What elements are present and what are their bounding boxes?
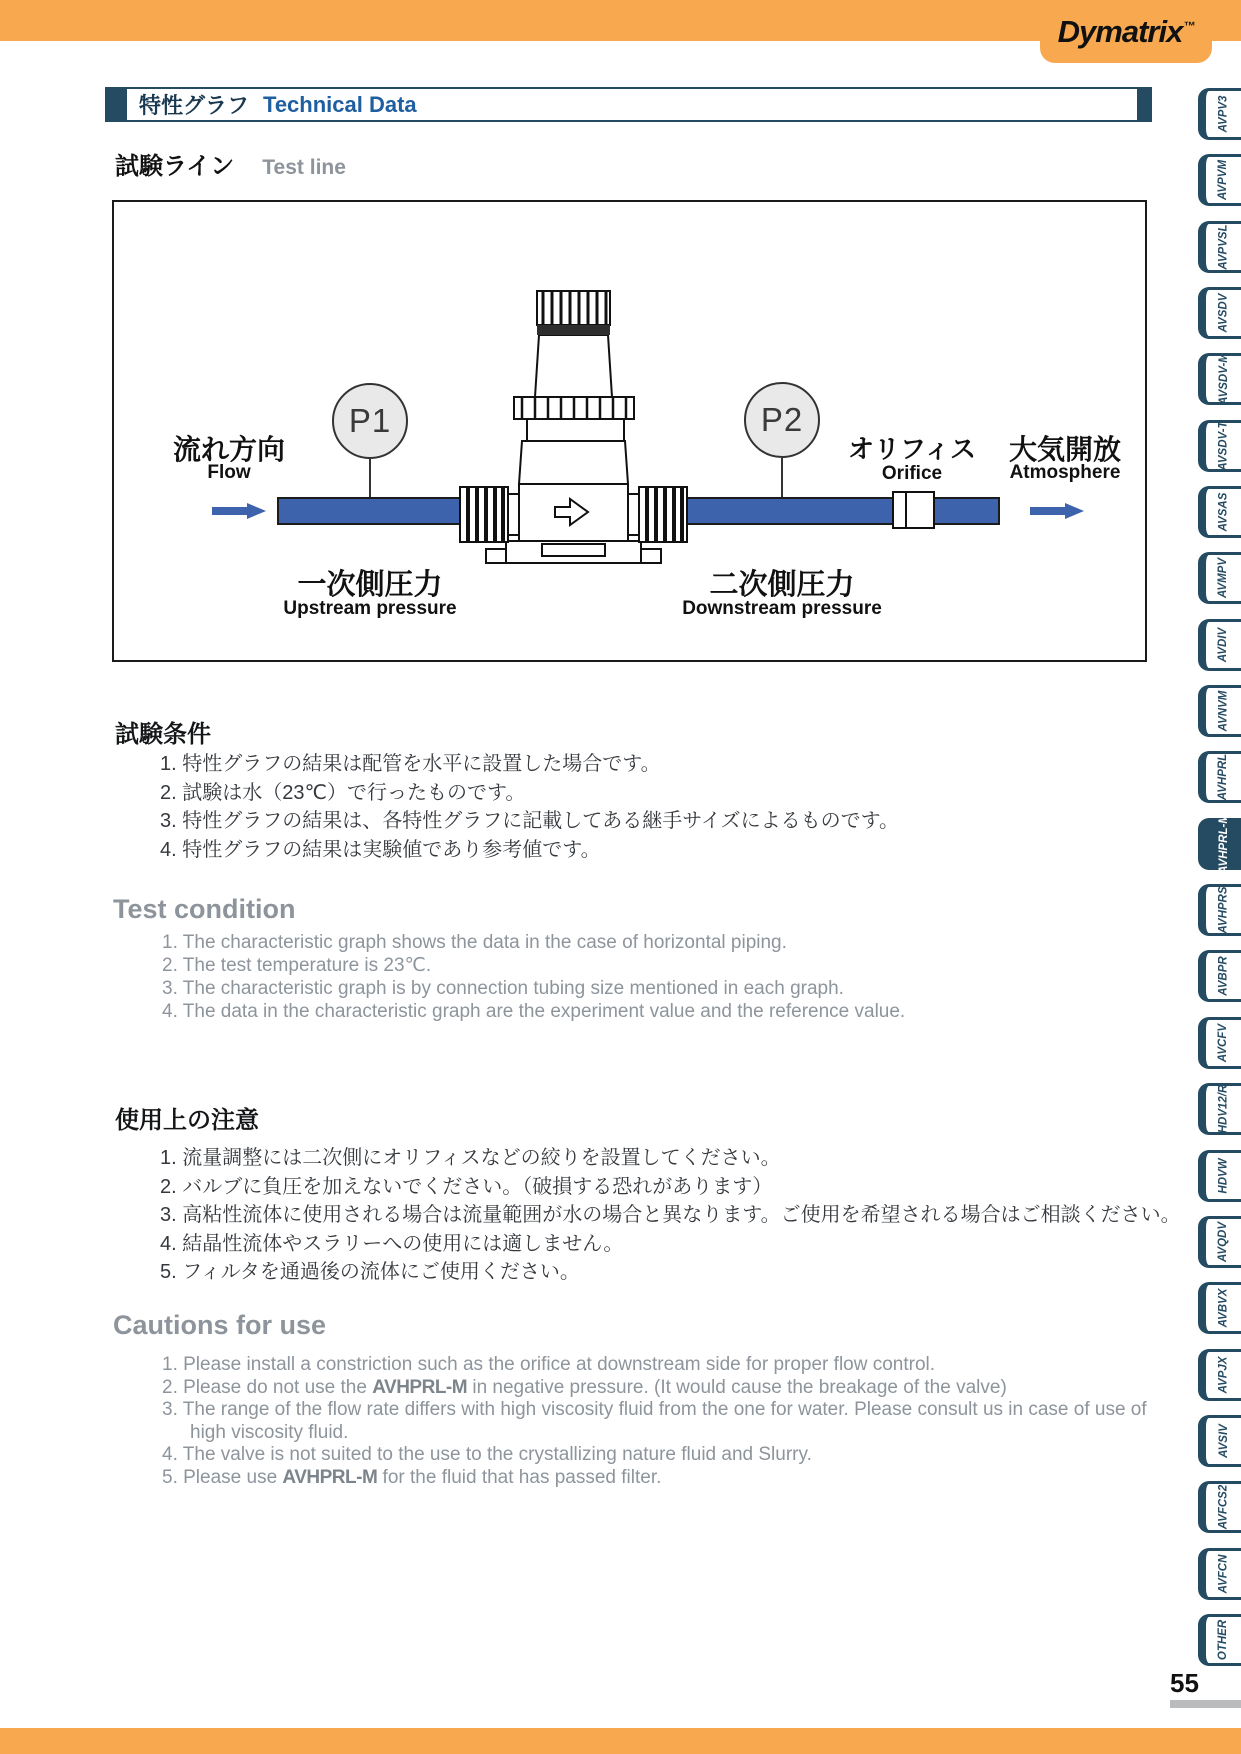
- brand-logo: [1040, 0, 1212, 63]
- caution-en-5: 5. Please use AVHPRL-M for the fluid that has passed filter.: [162, 1466, 662, 1488]
- flow-label-en: Flow: [207, 462, 251, 483]
- tab-label: AVHPRL-M: [1217, 813, 1230, 874]
- sidebar-tab-hdv12-r[interactable]: [1198, 1083, 1241, 1135]
- condition-en-2: 2. The test temperature is 23℃.: [162, 955, 432, 976]
- tab-label: AVPJX: [1217, 1356, 1230, 1393]
- test-line-diagram: [112, 200, 1147, 662]
- tab-label: AVPV3: [1217, 95, 1230, 133]
- pressure-gauge-p1: [332, 383, 408, 459]
- condition-en-3: 3. The characteristic graph is by connection tubing size mentioned in each graph.: [162, 978, 844, 999]
- sidebar-tab-avdiv[interactable]: [1198, 619, 1241, 671]
- upstream-pressure-label-ja: 一次側圧力: [297, 569, 443, 601]
- test-conditions-list-ja: [160, 750, 899, 864]
- tab-label: AVPVM: [1217, 160, 1230, 201]
- page-title-ja: 特性グラフ: [139, 93, 250, 118]
- tab-label: AVMPV: [1217, 558, 1230, 599]
- sidebar-tab-avpvsl[interactable]: [1198, 221, 1241, 273]
- tab-label: AVSIV: [1217, 1424, 1230, 1458]
- sidebar-tab-avhprl[interactable]: [1198, 751, 1241, 803]
- test-conditions-heading-en: Test condition: [113, 894, 296, 924]
- pressure-gauge-p2: [744, 382, 820, 458]
- upstream-pressure-label-en: Upstream pressure: [283, 598, 457, 619]
- flow-label-ja: 流れ方向: [172, 434, 285, 465]
- sidebar-tab-avpvm[interactable]: [1198, 154, 1241, 206]
- tab-label: HDV12/R: [1217, 1084, 1230, 1134]
- tab-label: AVFCN: [1217, 1554, 1230, 1593]
- sidebar-tab-avcfv[interactable]: [1198, 1017, 1241, 1069]
- sidebar-tab-avmpv[interactable]: [1198, 552, 1241, 604]
- caution-ja-4: 4. 結晶性流体やスラリーへの使用には適しません。: [160, 1232, 624, 1255]
- pipe-upstream: [277, 497, 469, 525]
- gauge-1-stem: [369, 458, 371, 497]
- condition-ja-2: 2. 試験は水（23℃）で行ったものです。: [160, 781, 526, 804]
- condition-ja-1: 1. 特性グラフの結果は配管を水平に設置した場合です。: [160, 753, 661, 775]
- sidebar-tab-hdvw[interactable]: [1198, 1150, 1241, 1202]
- orifice-plate-line: [905, 493, 907, 527]
- tab-label: AVDIV: [1217, 627, 1230, 662]
- tab-label: AVBPR: [1217, 956, 1230, 997]
- test-line-heading: [115, 146, 346, 181]
- sidebar-tab-avsas[interactable]: [1198, 486, 1241, 538]
- tab-label: AVSDV-T: [1217, 421, 1230, 471]
- tab-label: AVSAS: [1217, 492, 1230, 532]
- section-header-bar: [105, 87, 1152, 122]
- page-number-underline: [1170, 1700, 1241, 1708]
- sidebar-tab-avnvm[interactable]: [1198, 685, 1241, 737]
- tab-label: AVQDV: [1217, 1221, 1230, 1262]
- cautions-list-ja: [160, 1144, 1181, 1287]
- sidebar-tab-avsiv[interactable]: [1198, 1415, 1241, 1467]
- atmosphere-label-en: Atmosphere: [1009, 462, 1121, 483]
- header-accent-block-right: [1137, 89, 1150, 120]
- tab-label: AVFCS2: [1217, 1484, 1230, 1530]
- cautions-heading-ja: 使用上の注意: [115, 1107, 259, 1134]
- page-number: 55: [1170, 1668, 1199, 1698]
- condition-en-1: 1. The characteristic graph shows the data in the case of horizontal piping.: [162, 932, 787, 953]
- caution-ja-5: 5. フィルタを通過後の流体にご使用ください。: [160, 1261, 580, 1283]
- bottom-orange-band: [0, 1728, 1241, 1754]
- caution-en-3: 3. The range of the flow rate differs with high viscosity fluid from the one for water. Please consult us in case of use of high viscosity fluid.: [162, 1399, 1147, 1443]
- caution-ja-3: 3. 高粘性流体に使用される場合は流量範囲が水の場合と異なります。ご使用を希望される場合はご相談ください。: [160, 1204, 1181, 1226]
- tab-label: AVSDV-M: [1217, 353, 1230, 406]
- pressure-reducing-valve-drawing: [442, 287, 702, 569]
- product-series-tab-column: [1198, 88, 1241, 1666]
- gauge-2-label: P2: [760, 401, 804, 438]
- tab-label: AVSDV: [1217, 293, 1230, 333]
- atmosphere-label-ja: 大気開放: [1008, 434, 1121, 465]
- sidebar-tab-other[interactable]: [1198, 1614, 1241, 1666]
- sidebar-tab-avsdv[interactable]: [1198, 287, 1241, 339]
- trademark-symbol: ™: [1183, 19, 1195, 34]
- tab-label: AVHPRL: [1217, 754, 1230, 801]
- pipe-downstream: [680, 497, 1000, 525]
- downstream-pressure-label-en: Downstream pressure: [682, 598, 882, 619]
- gauge-1-label: P1: [348, 402, 392, 439]
- test-conditions-list-en: [162, 931, 905, 1023]
- condition-en-4: 4. The data in the characteristic graph are the experiment value and the reference value.: [162, 1001, 906, 1022]
- sidebar-tab-avfcn[interactable]: [1198, 1548, 1241, 1600]
- caution-en-4: 4. The valve is not suited to the use to the crystallizing nature fluid and Slurry.: [162, 1444, 812, 1466]
- sidebar-tab-avhprs[interactable]: [1198, 884, 1241, 936]
- cautions-list-en: [162, 1354, 1164, 1490]
- test-line-title-ja: 試験ライン: [115, 153, 235, 180]
- orifice-label-en: Orifice: [881, 463, 943, 484]
- caution-ja-1: 1. 流量調整には二次側にオリフィスなどの絞りを設置してください。: [160, 1147, 781, 1169]
- tab-label: AVHPRS: [1217, 886, 1230, 934]
- orifice-label-ja: オリフィス: [848, 434, 976, 464]
- caution-en-2: 2. Please do not use the AVHPRL-M in negative pressure. (It would cause the breakage of the valve): [162, 1376, 1007, 1398]
- brand-logo-text: Dymatrix™: [1057, 13, 1195, 49]
- tab-label: AVCFV: [1217, 1023, 1230, 1062]
- orifice-symbol: [892, 491, 935, 529]
- test-conditions-heading-ja: 試験条件: [115, 721, 211, 748]
- sidebar-tab-avpjx[interactable]: [1198, 1349, 1241, 1401]
- caution-ja-2: 2. バルブに負圧を加えないでください。（破損する恐れがあります）: [160, 1175, 773, 1198]
- downstream-pressure-label-ja: 二次側圧力: [709, 569, 855, 601]
- tab-label: AVBVX: [1217, 1288, 1230, 1328]
- page-title-en: Technical Data: [263, 91, 417, 117]
- condition-ja-4: 4. 特性グラフの結果は実験値であり参考値です。: [160, 838, 601, 861]
- model-name-avhprl-m: AVHPRL-M: [282, 1466, 378, 1488]
- flow-arrow-right-icon: [1030, 503, 1084, 519]
- sidebar-tab-avbpr[interactable]: [1198, 950, 1241, 1002]
- sidebar-tab-avhprl-m[interactable]: [1198, 813, 1241, 874]
- test-line-title-en: Test line: [262, 156, 346, 179]
- gauge-2-stem: [781, 458, 783, 497]
- sidebar-tab-avpv3[interactable]: [1198, 88, 1241, 140]
- sidebar-tab-avsdv-t[interactable]: [1198, 420, 1241, 472]
- sidebar-tab-avqdv[interactable]: [1198, 1216, 1241, 1268]
- condition-ja-3: 3. 特性グラフの結果は、各特性グラフに記載してある継手サイズによるものです。: [160, 810, 900, 832]
- tab-label: HDVW: [1217, 1157, 1230, 1194]
- tab-label: OTHER: [1217, 1619, 1230, 1661]
- caution-en-1: 1. Please install a constriction such as the orifice at downstream side for proper flow control.: [162, 1354, 936, 1375]
- cautions-heading-en: Cautions for use: [113, 1310, 327, 1340]
- sidebar-tab-avfcs2[interactable]: [1198, 1481, 1241, 1533]
- tab-label: AVPVSL: [1217, 224, 1230, 270]
- header-accent-block-left: [107, 89, 127, 120]
- tab-label: AVNVM: [1217, 690, 1230, 732]
- sidebar-tab-avsdv-m[interactable]: [1198, 353, 1241, 405]
- model-name-avhprl-m: AVHPRL-M: [372, 1376, 468, 1398]
- flow-arrow-left-icon: [212, 503, 266, 519]
- sidebar-tab-avbvx[interactable]: [1198, 1282, 1241, 1334]
